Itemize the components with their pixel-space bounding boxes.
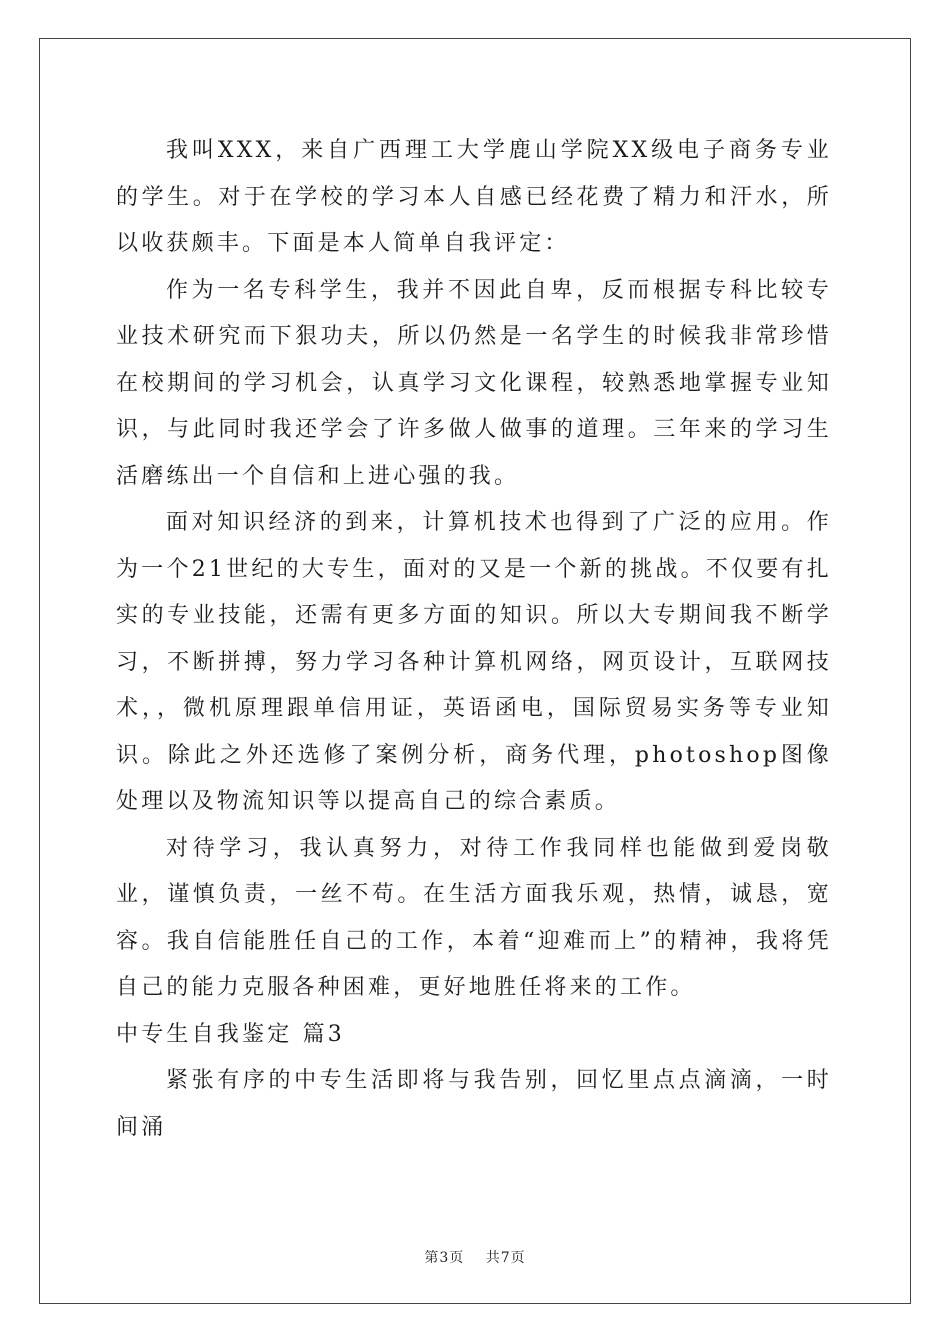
paragraph-attitude: 对待学习，我认真努力，对待工作我同样也能做到爱岗敬业，谨慎负责，一丝不苟。在生活方面我乐观，热情，诚恳，宽容。我自信能胜任自己的工作，本着“迎难而上”的精神，我将凭自己的能力克服各种困难，更好地胜任将来的工作。 — [116, 835, 832, 1000]
paragraph-study: 作为一名专科学生，我并不因此自卑，反而根据专科比较专业技术研究而下狠功夫，所以仍然是一名学生的时候我非常珍惜在校期间的学习机会，认真学习文化课程，较熟悉地掌握专业知识，与此同时我还学会了许多做人做事的道理。三年来的学习生活磨练出一个自信和上进心强的我。 — [116, 277, 832, 489]
paragraph-skills: 面对知识经济的到来，计算机技术也得到了广泛的应用。作为一个21世纪的大专生，面对的又是一个新的挑战。不仅要有扎实的专业技能，还需有更多方面的知识。所以大专期间我不断学习，不断拼搏，努力学习各种计算机网络，网页设计，互联网技术，，微机原理跟单信用证，英语函电，国际贸易实务等专业知识。除此之外还选修了案例分析，商务代理，photoshop图像处理以及物流知识等以提高自己的综合素质。 — [116, 510, 832, 814]
page-number-total: 共7页 — [485, 1250, 526, 1266]
paragraph-intro: 我叫XXX，来自广西理工大学鹿山学院XX级电子商务专业的学生。对于在学校的学习本人自感已经花费了精力和汗水，所以收获颇丰。下面是本人简单自我评定： — [116, 138, 832, 256]
paragraph-next-section: 紧张有序的中专生活即将与我告别，回忆里点点滴滴，一时间涌 — [116, 1068, 832, 1140]
document-body — [116, 128, 832, 1151]
page-footer — [0, 1247, 950, 1267]
section-heading: 中专生自我鉴定 篇3 — [116, 1021, 345, 1047]
page-number-current: 第3页 — [424, 1250, 465, 1266]
